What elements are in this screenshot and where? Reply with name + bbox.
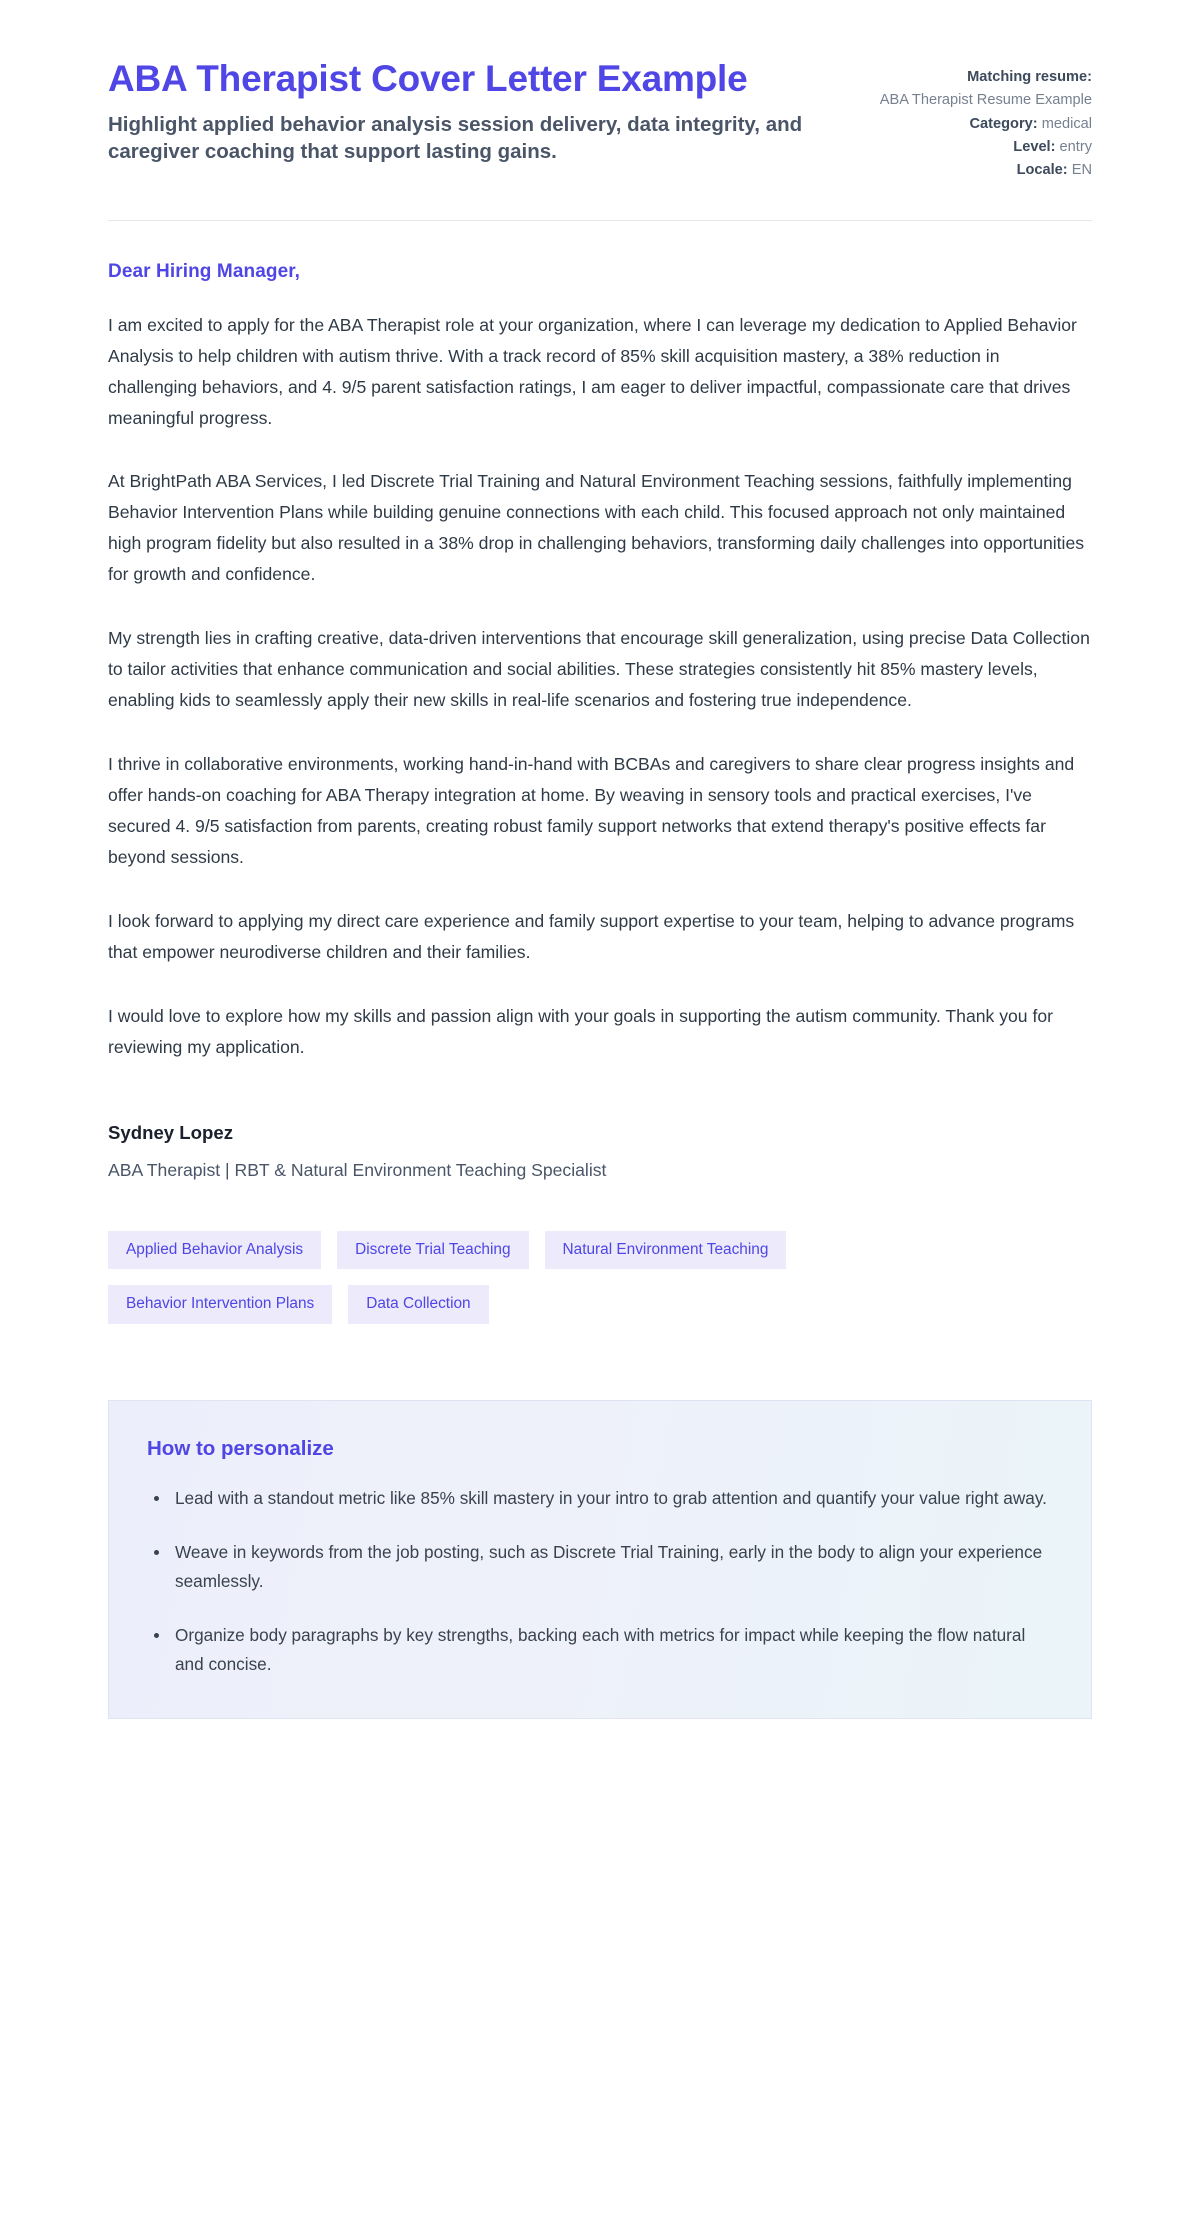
- page-subtitle: Highlight applied behavior analysis session delivery, data integrity, and caregiver coaching that support lasting gains.: [108, 112, 803, 164]
- cover-letter-body: [108, 221, 1092, 1181]
- meta-level-label: Level:: [1013, 138, 1056, 155]
- letter-paragraph: I thrive in collaborative environments, working hand-in-hand with BCBAs and caregivers to share clear progress insights and offer hands-on coaching for ABA Therapy integration at home. By weaving in sensory tools and practical exercises, I've secured 4. 9/5 satisfaction from parents, creating robust family support networks that extend therapy's positive effects far beyond sessions.: [108, 754, 1075, 867]
- skill-tag[interactable]: Discrete Trial Teaching: [337, 1231, 528, 1270]
- personalize-tip-item: Lead with a standout metric like 85% skill mastery in your intro to grab attention and quantify your value right away.: [147, 1484, 1053, 1514]
- meta-category-label: Category:: [969, 115, 1038, 132]
- personalize-tip-item: Weave in keywords from the job posting, such as Discrete Trial Training, early in the body to align your experience seamlessly.: [147, 1538, 1053, 1597]
- meta-locale-value: EN: [1071, 162, 1092, 179]
- meta-matching-resume-value: ABA Therapist Resume Example: [879, 92, 1092, 109]
- skill-tag[interactable]: Data Collection: [348, 1285, 488, 1324]
- meta-locale: [877, 159, 1092, 181]
- skill-tag-list: [108, 1181, 898, 1324]
- meta-matching-resume-label: Matching resume:: [967, 69, 1092, 85]
- meta-matching-resume-value-row: [877, 89, 1092, 111]
- meta-category-value: medical: [1041, 115, 1092, 132]
- letter-greeting: Dear Hiring Manager,: [108, 260, 301, 282]
- personalize-panel: [108, 1400, 1092, 1719]
- letter-paragraph: I look forward to applying my direct care experience and family support expertise to your team, helping to advance programs that empower neurodiverse children and their families.: [108, 910, 1075, 962]
- document-meta-panel: [877, 56, 1092, 183]
- signature-block: [108, 1096, 1092, 1181]
- page-title: ABA Therapist Cover Letter Example: [108, 58, 748, 99]
- skill-tag[interactable]: Natural Environment Teaching: [545, 1231, 787, 1270]
- meta-level: [877, 136, 1092, 158]
- personalize-panel-title: How to personalize: [147, 1437, 334, 1461]
- letter-paragraph: I am excited to apply for the ABA Therapist role at your organization, where I can leverage my dedication to Applied Behavior Analysis to help children with autism thrive. With a track record of 85% skill acquisition mastery, a 38% reduction in challenging behaviors, and 4. 9/5 parent satisfaction ratings, I am eager to deliver impactful, compassionate care that drives meaningful progress.: [108, 314, 1077, 428]
- signature-role: ABA Therapist | RBT & Natural Environment Teaching Specialist: [108, 1159, 607, 1180]
- meta-locale-label: Locale:: [1016, 162, 1068, 179]
- header-title-block: [108, 56, 843, 166]
- letter-paragraph: My strength lies in crafting creative, data-driven interventions that encourage skill generalization, using precise Data Collection to tailor activities that enhance communication and social abilities. These strategies consistently hit 85% mastery levels, enabling kids to seamlessly apply their new skills in real-life scenarios and fostering true independence.: [108, 628, 1090, 711]
- skill-tag[interactable]: Applied Behavior Analysis: [108, 1231, 321, 1270]
- meta-level-value: entry: [1059, 138, 1092, 155]
- document-header: [108, 0, 1092, 183]
- personalize-tip-list: [147, 1484, 1053, 1680]
- letter-paragraph: At BrightPath ABA Services, I led Discrete Trial Training and Natural Environment Teaching sessions, faithfully implementing Behavior Intervention Plans while building genuine connections with each child. This focused approach not only maintained high program fidelity but also resulted in a 38% drop in challenging behaviors, transforming daily challenges into opportunities for growth and confidence.: [108, 471, 1085, 585]
- letter-paragraph: I would love to explore how my skills and passion align with your goals in supporting the autism community. Thank you for reviewing my application.: [108, 1005, 1053, 1057]
- signature-name: Sydney Lopez: [108, 1121, 234, 1143]
- personalize-tip-item: Organize body paragraphs by key strengths, backing each with metrics for impact while keeping the flow natural and concise.: [147, 1621, 1053, 1680]
- meta-matching-resume: [877, 66, 1092, 88]
- skill-tag[interactable]: Behavior Intervention Plans: [108, 1285, 332, 1324]
- meta-category: [877, 113, 1092, 135]
